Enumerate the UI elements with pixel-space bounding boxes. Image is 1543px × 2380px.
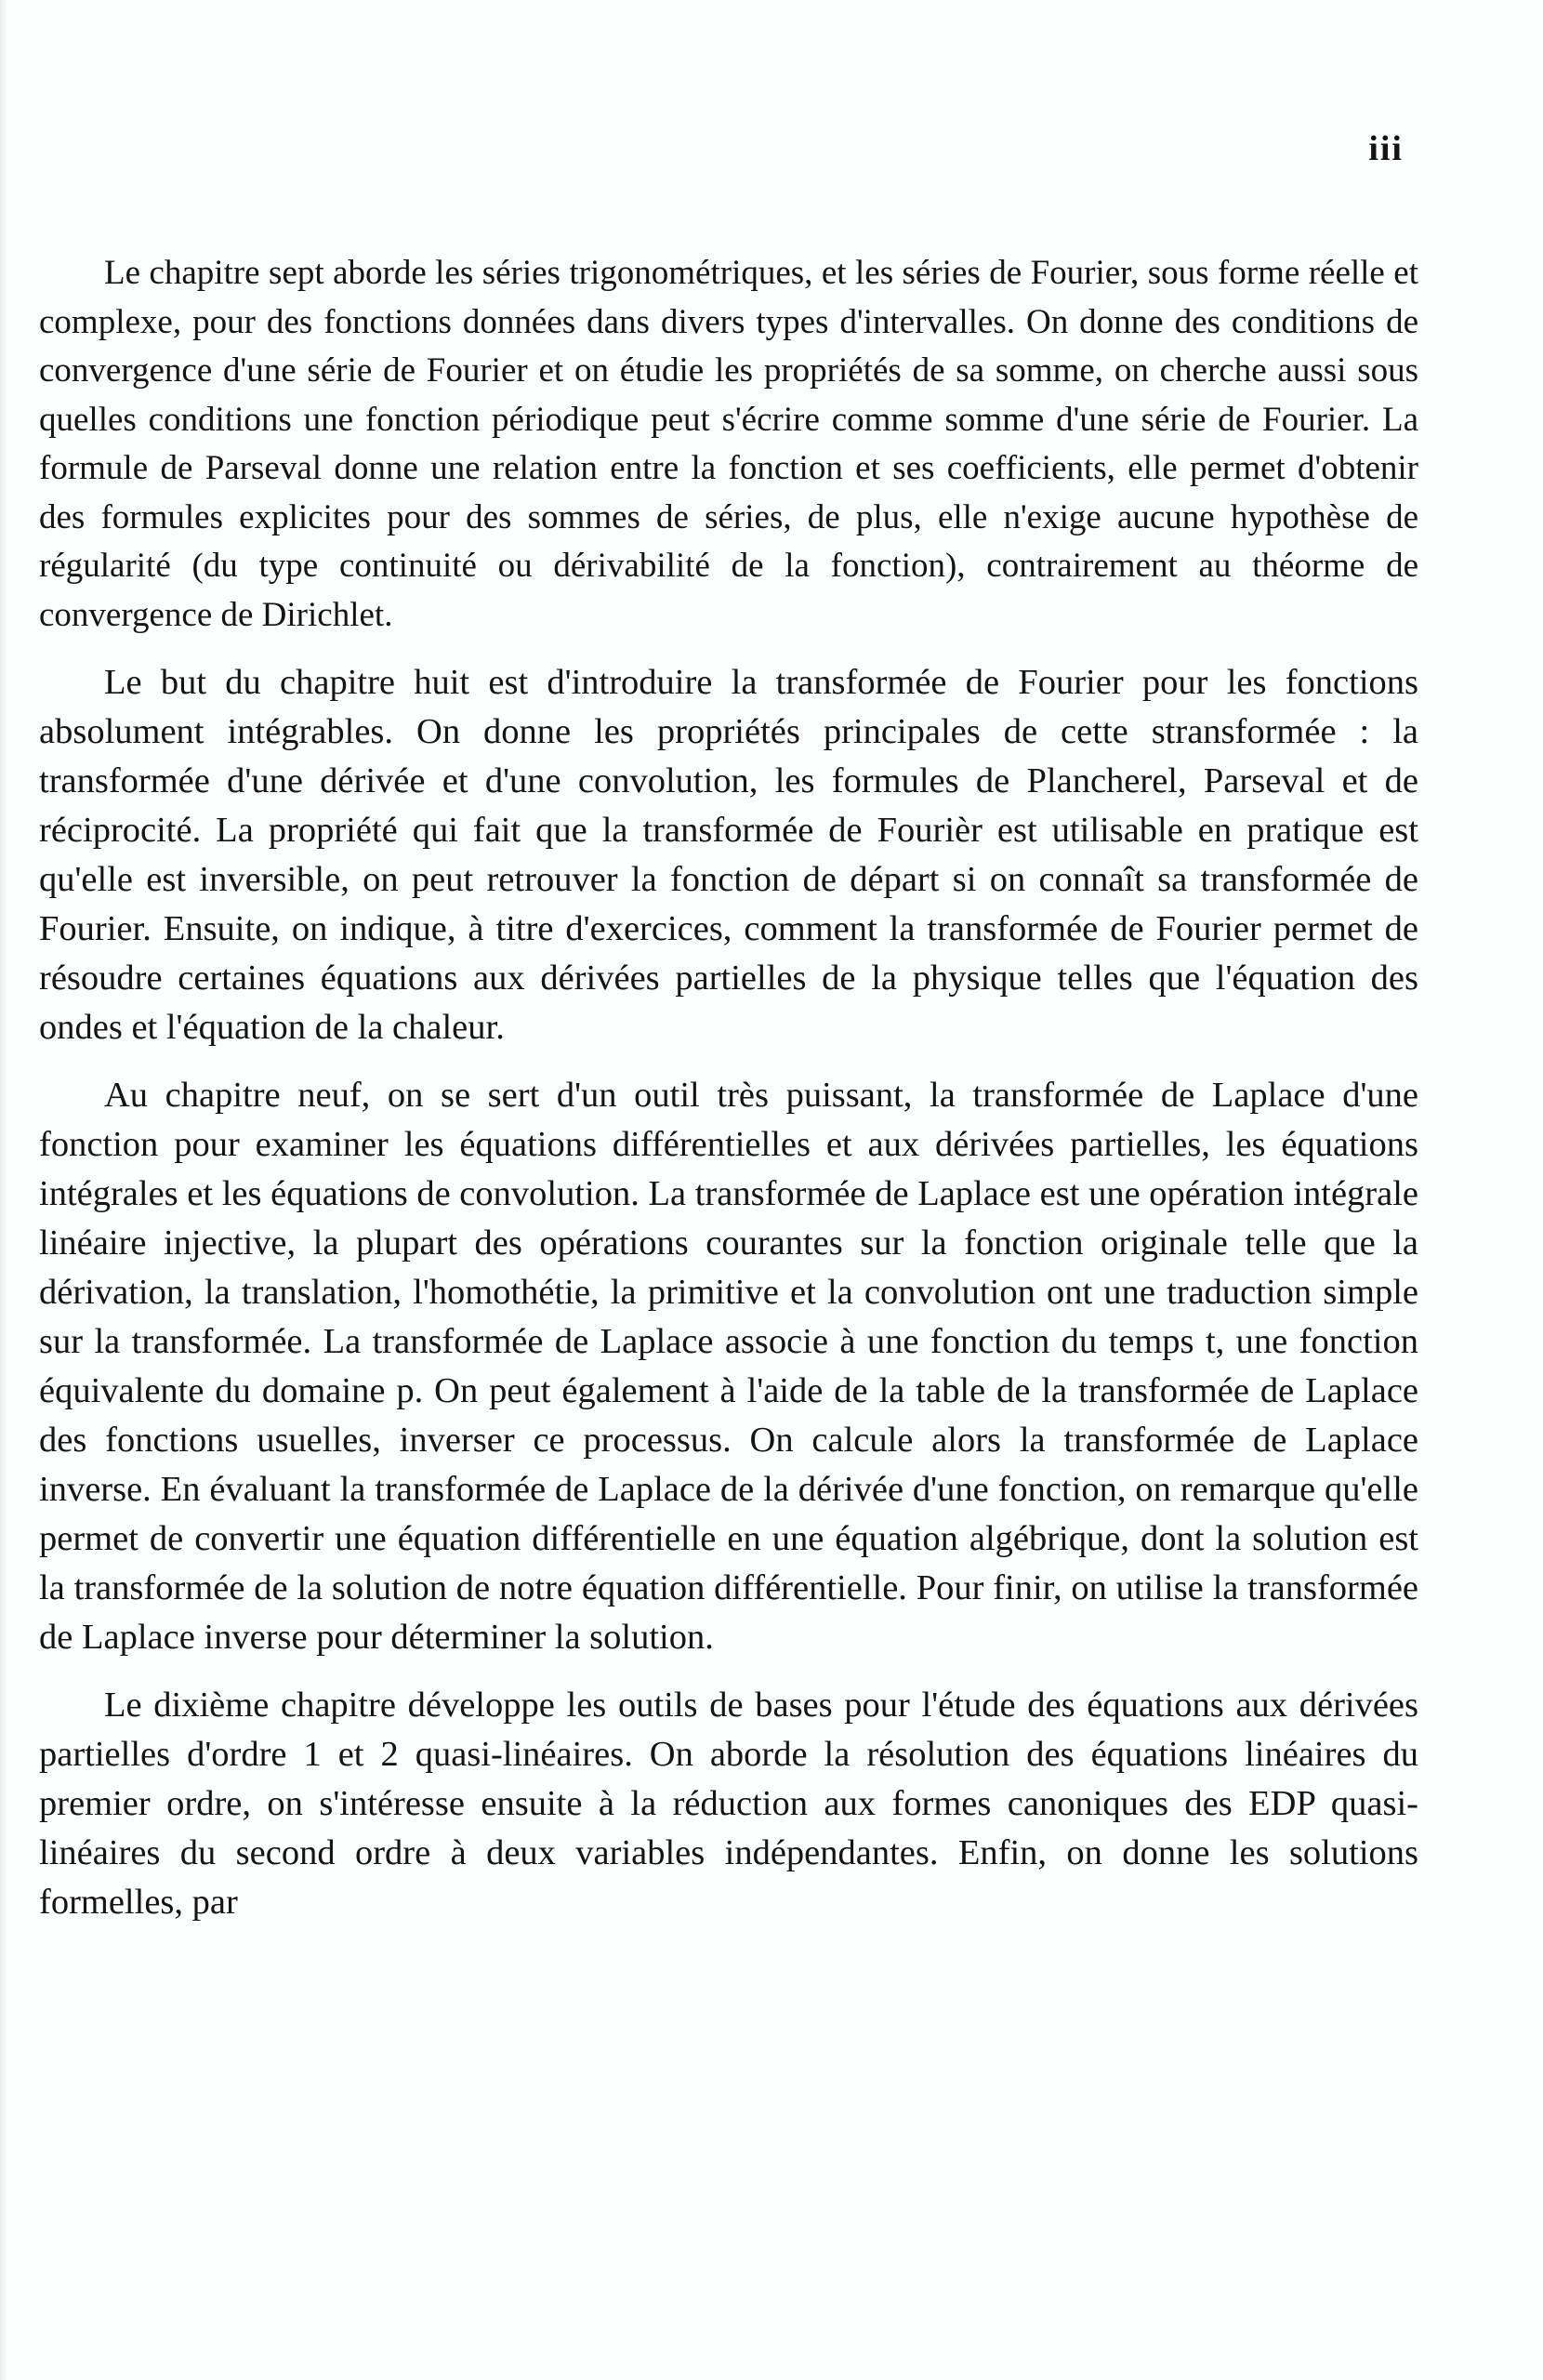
page-number: iii bbox=[1368, 129, 1404, 168]
page-edge-shadow bbox=[0, 0, 7, 2380]
paragraph-chapter-ten: Le dixième chapitre développe les outils de bases pour l'étude des équations aux dérivées partielles d'ordre 1 et 2 quasi-linéaires. On aborde la résolution des équations linéaires du premier ordre, on s'intéresse ensuite à la réduction aux formes canoniques des EDP quasi-linéaires du second ordre à deux variables indépendantes. Enfin, on donne les solutions formelles, par bbox=[39, 1686, 1418, 1922]
paragraph-chapter-eight: Le but du chapitre huit est d'introduire la transformée de Fourier pour les fonctions absolument intégrables. On donne les propriétés principales de cette stransformée : la transformée d'une dérivée et d'une convolution, les formules de Plancherel, Parseval et de réciprocité. La propriété qui fait que la transformée de Fourièr est utilisable en pratique est qu'elle est inversible, on peut retrouver la fonction de départ si on connaît sa transformée de Fourier. Ensuite, on indique, à titre d'exercices, comment la transformée de Fourier permet de résoudre certaines équations aux dérivées partielles de la physique telles que l'équation des ondes et l'équation de la chaleur. bbox=[39, 663, 1418, 1047]
paragraph-chapter-nine: Au chapitre neuf, on se sert d'un outil très puissant, la transformée de Laplace d'une fonction pour examiner les équations différentielles et aux dérivées partielles, les équations intégrales et les équations de convolution. La transformée de Laplace est une opération intégrale linéaire injective, la plupart des opérations courantes sur la fonction originale telle que la dérivation, la translation, l'homothétie, la primitive et la convolution ont une traduction simple sur la transformée. La transformée de Laplace associe à une fonction du temps t, une fonction équivalente du domaine p. On peut également à l'aide de la table de la transformée de Laplace des fonctions usuelles, inverser ce processus. On calcule alors la transformée de Laplace inverse. En évaluant la transformée de Laplace de la dérivée d'une fonction, on remarque qu'elle permet de convertir une équation différentielle en une équation algébrique, dont la solution est la transformée de la solution de notre équation différentielle. Pour finir, on utilise la transformée de Laplace inverse pour déterminer la solution. bbox=[39, 1076, 1418, 1657]
paragraph-chapter-seven: Le chapitre sept aborde les séries trigonométriques, et les séries de Fourier, sous forme réelle et complexe, pour des fonctions données dans divers types d'intervalles. On donne des conditions de convergence d'une série de Fourier et on étudie les propriétés de sa somme, on cherche aussi sous quelles conditions une fonction périodique peut s'écrire comme somme d'une série de Fourier. La formule de Parseval donne une relation entre la fonction et ses coefficients, elle permet d'obtenir des formules explicites pour des sommes de séries, de plus, elle n'exige aucune hypothèse de régularité (du type continuité ou dérivabilité de la fonction), contrairement au théorme de convergence de Dirichlet. bbox=[39, 254, 1418, 634]
body-text bbox=[39, 249, 1418, 1946]
